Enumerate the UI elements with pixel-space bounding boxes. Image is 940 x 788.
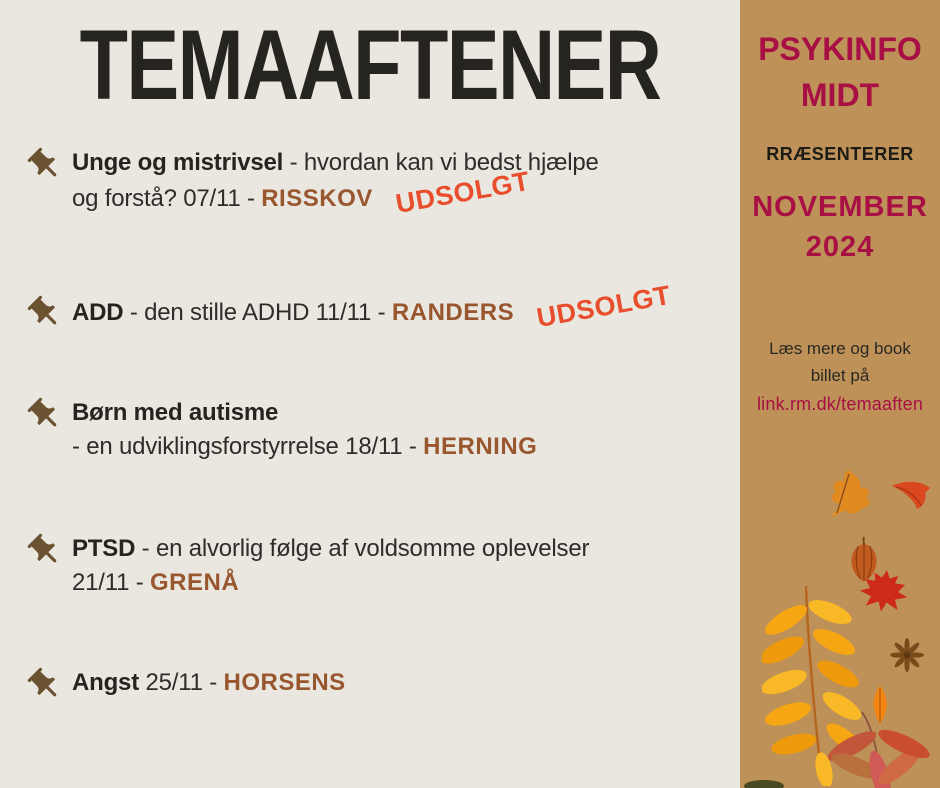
pushpin-icon [26, 294, 64, 332]
event-venue: RANDERS [391, 299, 515, 326]
month-line1: NOVEMBER [752, 191, 928, 223]
event-text-segment: - hvordan kan vi bedst hjælpe [283, 149, 599, 176]
oak-leaf-icon [818, 466, 878, 522]
event-venue: HERNING [423, 433, 538, 460]
event-line [72, 430, 537, 464]
small-orange-leaf-icon [866, 684, 894, 728]
star-anise-icon [890, 638, 924, 672]
pushpin-icon [26, 532, 64, 570]
physalis-lantern-icon [846, 536, 882, 584]
event-text-segment: 25/11 - [139, 669, 224, 696]
event-text [72, 666, 346, 700]
cta-line1: Læs mere og book [769, 339, 911, 358]
event-item [26, 279, 676, 334]
poster-title: TEMAAFTENER [79, 9, 661, 120]
presents-label: RRÆSENTERER [766, 144, 914, 164]
event-text-segment: Børn med autisme [72, 399, 279, 426]
event-item [26, 666, 346, 704]
event-line [72, 666, 346, 700]
event-text [72, 532, 589, 600]
brand-line1: PSYKINFO [758, 31, 922, 67]
event-venue: RISSKOV [261, 185, 373, 212]
event-item [26, 396, 537, 464]
event-item [26, 146, 599, 220]
brand-line2: MIDT [800, 77, 880, 113]
event-text [72, 396, 537, 464]
event-text-segment: 21/11 - [72, 569, 151, 596]
event-item [26, 532, 589, 600]
event-text-segment: og forstå? 07/11 - [72, 185, 262, 212]
small-red-leaf-icon [890, 478, 932, 514]
event-line [72, 165, 599, 220]
event-text-segment: ADD [72, 299, 124, 326]
event-line [72, 566, 589, 600]
cta-text [740, 335, 940, 389]
rowan-leaf-icon [762, 586, 868, 786]
month-line2: 2024 [805, 231, 875, 263]
booking-link[interactable]: link.rm.dk/temaaften [756, 394, 924, 414]
soldout-badge: UDSOLGT [393, 165, 532, 220]
cta-line2: billet på [810, 366, 870, 385]
event-line [72, 279, 676, 334]
pushpin-icon [26, 146, 64, 184]
event-text [72, 279, 676, 334]
event-text [72, 146, 599, 220]
event-text-segment: - en alvorlig følge af voldsomme oplevelser [135, 535, 590, 562]
event-venue: GRENÅ [150, 569, 240, 596]
soldout-badge: UDSOLGT [534, 279, 674, 334]
event-line [72, 396, 537, 430]
pushpin-icon [26, 396, 64, 434]
event-line [72, 532, 589, 566]
brand-name [740, 26, 940, 118]
creeper-leaf-icon [822, 710, 932, 788]
maple-leaf-icon [858, 568, 910, 614]
leaf-tip-icon [742, 778, 786, 788]
event-text-segment: Angst [72, 669, 139, 696]
event-text-segment: - den stille ADHD 11/11 - [123, 299, 392, 326]
event-venue: HORSENS [223, 669, 346, 696]
poster-sidebar [740, 0, 940, 788]
event-text-segment: Unge og mistrivsel [72, 149, 284, 176]
pushpin-icon [26, 666, 64, 704]
event-text-segment: - en udviklingsforstyrrelse 18/11 - [72, 433, 424, 460]
month-label [740, 187, 940, 267]
event-text-segment: PTSD [72, 535, 136, 562]
